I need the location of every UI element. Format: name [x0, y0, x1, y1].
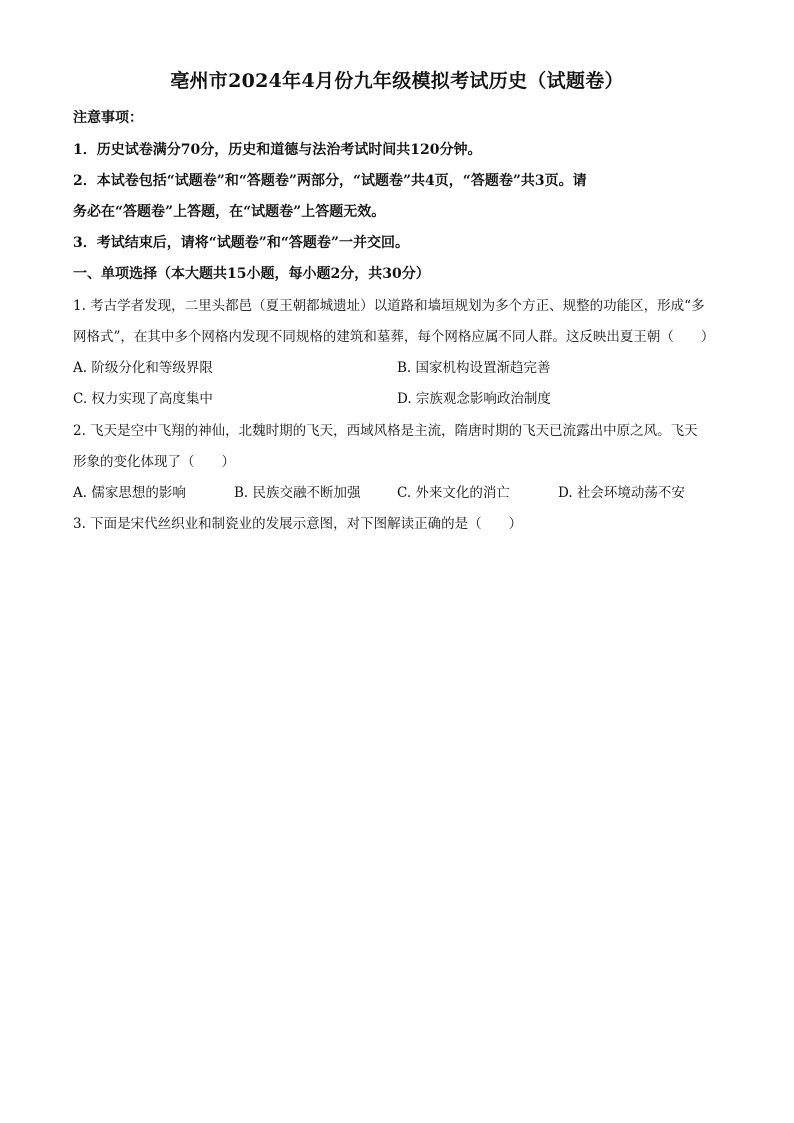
question-1-line-2: 网格式”，在其中多个网格内发现不同规格的建筑和墓葬，每个网格应属不同人群。这反映出夏王朝（ ） — [73, 329, 715, 345]
question-2-option-b: B. 民族交融不断加强 — [234, 485, 361, 501]
question-2-option-d: D. 社会环境动荡不安 — [558, 485, 685, 501]
notice-item-2-continued: 务必在“答题卷”上答题，在“试题卷”上答题无效。 — [73, 204, 386, 220]
notice-item-2: 2．本试卷包括“试题卷”和“答题卷”两部分，“试题卷”共4页，“答题卷”共3页。请 — [73, 173, 587, 189]
question-2-line-1: 2. 飞天是空中飞翔的神仙，北魏时期的飞天，西域风格是主流，隋唐时期的飞天已流露出中原之风。飞天 — [73, 423, 698, 439]
notice-heading: 注意事项： — [73, 110, 143, 126]
notice-item-1: 1．历史试卷满分70分，历史和道德与法治考试时间共120分钟。 — [73, 142, 482, 158]
section-heading: 一、单项选择（本大题共15小题，每小题2分，共30分） — [73, 266, 430, 282]
question-1-option-c: C. 权力实现了高度集中 — [73, 391, 213, 407]
question-1-option-d: D. 宗族观念影响政治制度 — [397, 391, 551, 407]
question-2-line-2: 形象的变化体现了（ ） — [73, 454, 235, 470]
question-3-line-1: 3. 下面是宋代丝织业和制瓷业的发展示意图，对下图解读正确的是（ ） — [73, 516, 523, 532]
question-2-option-a: A. 儒家思想的影响 — [73, 485, 186, 501]
question-1-option-b: B. 国家机构设置渐趋完善 — [397, 360, 551, 376]
question-1-option-a: A. 阶级分化和等级界限 — [73, 360, 213, 376]
question-2-option-c: C. 外来文化的消亡 — [397, 485, 510, 501]
question-1-line-1: 1. 考古学者发现，二里头都邑（夏王朝都城遗址）以道路和墙垣规划为多个方正、规整的功能区，形成“多 — [73, 298, 705, 314]
page-title: 亳州市2024年4月份九年级模拟考试历史（试题卷） — [170, 70, 624, 92]
notice-item-3: 3．考试结束后，请将“试题卷”和“答题卷”一并交回。 — [73, 235, 409, 251]
